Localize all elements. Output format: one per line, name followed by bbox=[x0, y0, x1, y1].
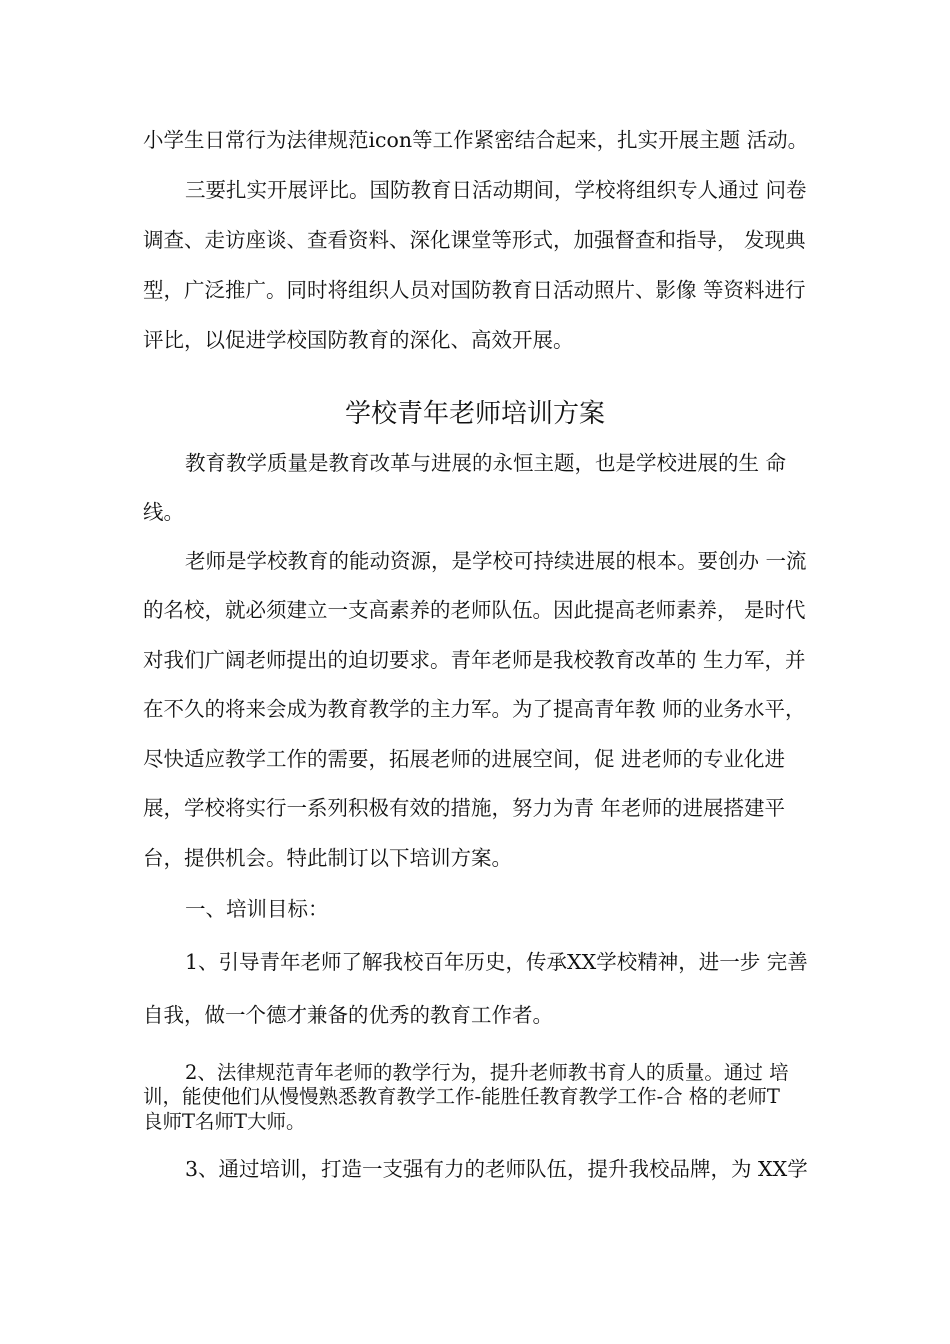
paragraph-line: 良师T名师T大师。 bbox=[143, 1110, 306, 1133]
paragraph-line: 线。 bbox=[143, 500, 184, 524]
paragraph-line: 型，广泛推广。同时将组织人员对国防教育日活动照片、影像 等资料进行 bbox=[143, 278, 806, 302]
paragraph-line: 台，提供机会。特此制订以下培训方案。 bbox=[143, 846, 512, 870]
section-heading: 一、培训目标： bbox=[185, 897, 329, 921]
paragraph-line: 小学生日常行为法律规范icon等工作紧密结合起来，扎实开展主题 活动。 bbox=[143, 128, 809, 152]
list-item: 3、通过培训，打造一支强有力的老师队伍，提升我校品牌，为 XX学 bbox=[185, 1157, 808, 1181]
paragraph-line: 展，学校将实行一系列积极有效的措施，努力为青 年老师的进展搭建平 bbox=[143, 796, 786, 820]
list-item: 1、引导青年老师了解我校百年历史，传承XX学校精神，进一步 完善 bbox=[185, 950, 808, 974]
paragraph-line: 在不久的将来会成为教育教学的主力军。为了提高青年教 师的业务水平， bbox=[143, 697, 806, 721]
paragraph-line: 老师是学校教育的能动资源，是学校可持续进展的根本。要创办 一流 bbox=[185, 549, 807, 573]
paragraph-line: 尽快适应教学工作的需要，拓展老师的进展空间，促 进老师的专业化进 bbox=[143, 747, 786, 771]
paragraph-line: 自我，做一个德才兼备的优秀的教育工作者。 bbox=[143, 1003, 553, 1027]
paragraph-line: 三要扎实开展评比。国防教育日活动期间，学校将组织专人通过 问卷 bbox=[185, 178, 807, 202]
paragraph-line: 评比，以促进学校国防教育的深化、高效开展。 bbox=[143, 328, 574, 352]
paragraph-line: 对我们广阔老师提出的迫切要求。青年老师是我校教育改革的 生力军，并 bbox=[143, 648, 806, 672]
paragraph-line: 的名校，就必须建立一支高素养的老师队伍。因此提高老师素养， 是时代 bbox=[143, 598, 806, 622]
paragraph-line: 教育教学质量是教育改革与进展的永恒主题，也是学校进展的生 命 bbox=[185, 451, 787, 475]
paragraph-line: 调查、走访座谈、查看资料、深化课堂等形式，加强督查和指导， 发现典 bbox=[143, 228, 806, 252]
list-item: 2、法律规范青年老师的教学行为，提升老师教书育人的质量。通过 培 bbox=[185, 1061, 789, 1084]
document-title: 学校青年老师培训方案 bbox=[344, 399, 605, 429]
paragraph-line: 训，能使他们从慢慢熟悉教育教学工作-能胜任教育教学工作-合 格的老师T bbox=[143, 1085, 780, 1108]
